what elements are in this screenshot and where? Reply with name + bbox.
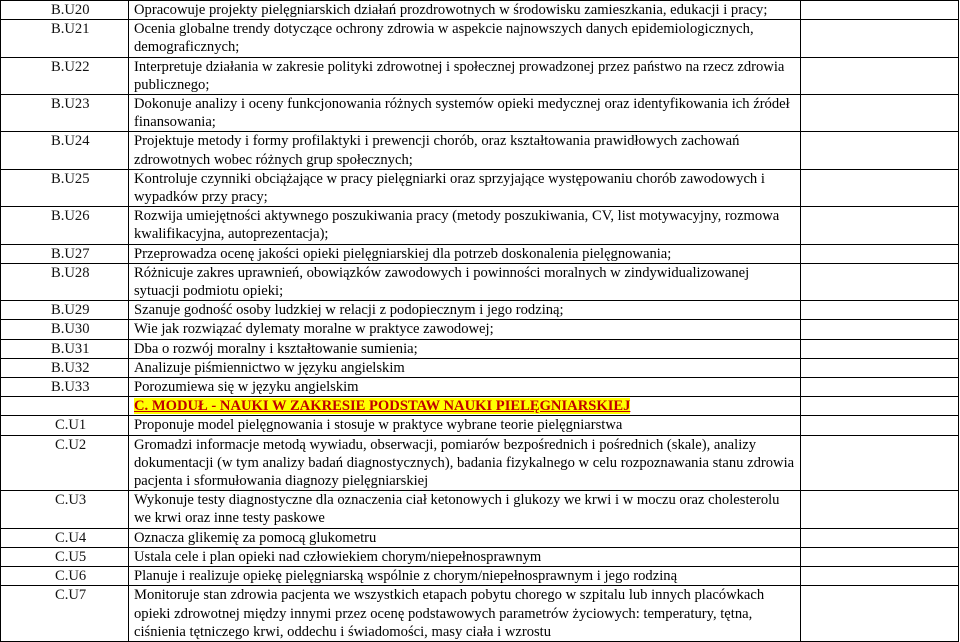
empty-cell (801, 169, 959, 206)
table-row (1, 132, 959, 169)
table-row (1, 263, 959, 300)
empty-cell (1, 397, 129, 416)
table-row (1, 169, 959, 206)
outcome-code: C.U3 (1, 491, 129, 528)
table-row (1, 378, 959, 397)
table-row (1, 586, 959, 642)
table-row (1, 528, 959, 547)
outcome-description: Wykonuje testy diagnostyczne dla oznaczenia ciał ketonowych i glukozy we krwi i w moczu oraz cholesterolu we krwi oraz inne testy paskowe (129, 491, 801, 528)
empty-cell (801, 95, 959, 132)
outcome-code: B.U30 (1, 320, 129, 339)
outcome-code: B.U25 (1, 169, 129, 206)
empty-cell (801, 491, 959, 528)
table-row (1, 320, 959, 339)
outcome-code: B.U23 (1, 95, 129, 132)
outcome-description: Gromadzi informacje metodą wywiadu, obserwacji, pomiarów bezpośrednich i pośrednich (skale), analizy dokumentacji (w tym analizy badań diagnostycznych), badania fizykalnego w celu rozpoznawania stanu zdrowia pacjenta i sformułowania diagnozy pielęgniarskiej (129, 435, 801, 491)
table-row (1, 547, 959, 566)
outcome-description: Dba o rozwój moralny i kształtowanie sumienia; (129, 339, 801, 358)
outcome-description: Projektuje metody i formy profilaktyki i prewencji chorób, oraz kształtowania prawidłowych zachowań zdrowotnych wobec różnych grup społecznych; (129, 132, 801, 169)
empty-cell (801, 397, 959, 416)
outcome-description: Wie jak rozwiązać dylematy moralne w praktyce zawodowej; (129, 320, 801, 339)
table-row (1, 339, 959, 358)
outcome-code: B.U27 (1, 244, 129, 263)
table-row (1, 435, 959, 491)
empty-cell (801, 416, 959, 435)
outcome-code: B.U21 (1, 20, 129, 57)
outcome-code: C.U7 (1, 586, 129, 642)
empty-cell (801, 528, 959, 547)
empty-cell (801, 20, 959, 57)
empty-cell (801, 244, 959, 263)
outcome-description: Porozumiewa się w języku angielskim (129, 378, 801, 397)
outcome-code: B.U26 (1, 207, 129, 244)
outcome-code: B.U31 (1, 339, 129, 358)
empty-cell (801, 567, 959, 586)
outcome-description: Ustala cele i plan opieki nad człowiekiem chorym/niepełnosprawnym (129, 547, 801, 566)
empty-cell (801, 207, 959, 244)
outcome-code: B.U33 (1, 378, 129, 397)
outcome-description: Oznacza glikemię za pomocą glukometru (129, 528, 801, 547)
outcome-code: C.U5 (1, 547, 129, 566)
outcome-code: B.U29 (1, 301, 129, 320)
empty-cell (801, 1, 959, 20)
outcome-description: Rozwija umiejętności aktywnego poszukiwania pracy (metody poszukiwania, CV, list motywacyjny, rozmowa kwalifikacyjna, autoprezentacja); (129, 207, 801, 244)
section-heading-cell (129, 397, 801, 416)
outcome-code: C.U6 (1, 567, 129, 586)
outcome-description: Interpretuje działania w zakresie polityki zdrowotnej i społecznej prowadzonej przez państwo na rzecz zdrowia publicznego; (129, 57, 801, 94)
table-row (1, 491, 959, 528)
outcome-description: Szanuje godność osoby ludzkiej w relacji z podopiecznym i jego rodziną; (129, 301, 801, 320)
table-row (1, 567, 959, 586)
empty-cell (801, 435, 959, 491)
table-row (1, 57, 959, 94)
table-row (1, 1, 959, 20)
outcome-description: Kontroluje czynniki obciążające w pracy pielęgniarki oraz sprzyjające występowaniu chorób zawodowych i wypadków przy pracy; (129, 169, 801, 206)
outcome-code: C.U2 (1, 435, 129, 491)
table-row (1, 207, 959, 244)
module-c-heading: C. MODUŁ - NAUKI W ZAKRESIE PODSTAW NAUKI PIELĘGNIARSKIEJ (134, 398, 631, 415)
outcome-code: B.U24 (1, 132, 129, 169)
empty-cell (801, 358, 959, 377)
outcome-description: Przeprowadza ocenę jakości opieki pielęgniarskiej dla potrzeb doskonalenia pielęgnowania; (129, 244, 801, 263)
outcome-code: B.U22 (1, 57, 129, 94)
table-row (1, 416, 959, 435)
table-row (1, 301, 959, 320)
empty-cell (801, 547, 959, 566)
outcome-description: Opracowuje projekty pielęgniarskich działań prozdrowotnych w środowisku zamieszkania, edukacji i pracy; (129, 1, 801, 20)
outcome-code: B.U32 (1, 358, 129, 377)
outcome-description: Analizuje piśmiennictwo w języku angielskim (129, 358, 801, 377)
outcome-code: B.U20 (1, 1, 129, 20)
outcomes-body (1, 1, 959, 642)
empty-cell (801, 263, 959, 300)
outcome-description: Monitoruje stan zdrowia pacjenta we wszystkich etapach pobytu chorego w szpitalu lub innych placówkach opieki zdrowotnej między innymi przez ocenę podstawowych parametrów życiowych: temperatury, tętna, ciśnienia tętniczego krwi, oddechu i świadomości, masy ciała i wzrostu (129, 586, 801, 642)
empty-cell (801, 378, 959, 397)
outcome-description: Różnicuje zakres uprawnień, obowiązków zawodowych i powinności moralnych w zindywidualizowanej sytuacji podmiotu opieki; (129, 263, 801, 300)
outcome-code: C.U4 (1, 528, 129, 547)
table-row (1, 358, 959, 377)
outcome-description: Planuje i realizuje opiekę pielęgniarską wspólnie z chorym/niepełnosprawnym i jego rodziną (129, 567, 801, 586)
section-heading-row (1, 397, 959, 416)
empty-cell (801, 339, 959, 358)
empty-cell (801, 132, 959, 169)
empty-cell (801, 320, 959, 339)
table-row (1, 20, 959, 57)
table-row (1, 95, 959, 132)
empty-cell (801, 57, 959, 94)
outcome-description: Proponuje model pielęgnowania i stosuje w praktyce wybrane teorie pielęgniarstwa (129, 416, 801, 435)
outcome-description: Ocenia globalne trendy dotyczące ochrony zdrowia w aspekcie najnowszych danych epidemiologicznych, demograficznych; (129, 20, 801, 57)
outcome-code: B.U28 (1, 263, 129, 300)
table-row (1, 244, 959, 263)
outcome-description: Dokonuje analizy i oceny funkcjonowania różnych systemów opieki medycznej oraz identyfikowania ich źródeł finansowania; (129, 95, 801, 132)
outcome-code: C.U1 (1, 416, 129, 435)
empty-cell (801, 301, 959, 320)
empty-cell (801, 586, 959, 642)
